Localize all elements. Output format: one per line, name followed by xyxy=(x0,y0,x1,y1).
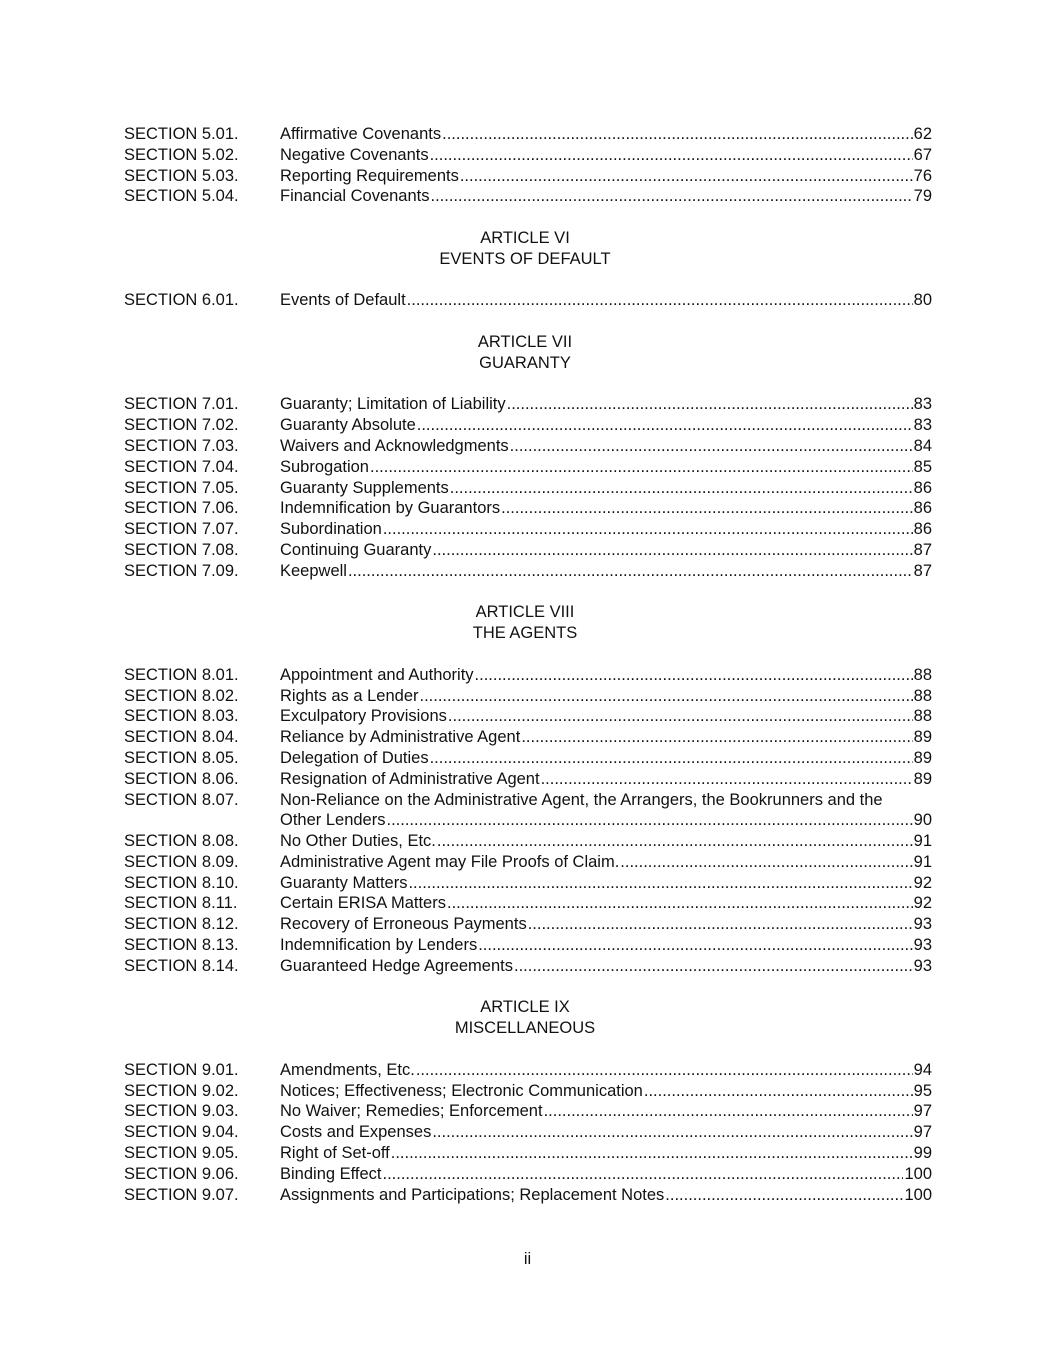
article-title: MISCELLANEOUS xyxy=(454,1019,596,1038)
section-number: SECTION 8.11. xyxy=(124,894,238,913)
section-number: SECTION 8.02. xyxy=(124,686,239,705)
dot-leader xyxy=(510,436,913,457)
toc-entry xyxy=(124,145,932,166)
entry-page-number: 87 xyxy=(913,561,932,580)
entry-title: Binding Effect xyxy=(280,1164,382,1183)
toc-entry xyxy=(124,873,932,894)
dot-leader xyxy=(432,540,912,561)
entry-link[interactable] xyxy=(280,415,932,436)
entry-page-number: 88 xyxy=(913,707,932,726)
entry-link[interactable] xyxy=(280,124,932,145)
entry-link[interactable] xyxy=(280,1101,932,1122)
article-heading xyxy=(118,332,932,374)
dot-leader xyxy=(383,519,913,540)
entry-page-number: 90 xyxy=(913,811,932,830)
toc-entry xyxy=(124,769,932,790)
toc-entry xyxy=(124,436,932,457)
entry-title: Certain ERISA Matters xyxy=(280,894,446,913)
entry-title: Events of Default xyxy=(280,291,406,310)
dot-leader xyxy=(383,1164,904,1185)
toc-entry xyxy=(124,1164,932,1185)
toc-entry xyxy=(124,1101,932,1122)
entry-title: Affirmative Covenants xyxy=(280,125,442,143)
entry-link[interactable] xyxy=(280,914,932,935)
entry-link[interactable] xyxy=(280,727,932,748)
entry-page-number: 85 xyxy=(913,457,932,476)
section-number: SECTION 7.07. xyxy=(124,520,239,539)
entry-page-number: 86 xyxy=(913,520,932,539)
toc-entry xyxy=(124,727,932,748)
dot-leader xyxy=(417,415,913,436)
toc-entry xyxy=(124,186,932,207)
toc-entry xyxy=(124,540,932,561)
section-number: SECTION 9.05. xyxy=(124,1144,239,1163)
section-number: SECTION 9.06. xyxy=(124,1164,239,1183)
entry-page-number: 89 xyxy=(913,748,932,767)
section-number: SECTION 9.03. xyxy=(124,1102,239,1121)
entry-link[interactable] xyxy=(280,166,932,187)
entry-page-number: 86 xyxy=(913,478,932,497)
toc-entry xyxy=(124,935,932,956)
section-number: SECTION 8.10. xyxy=(124,873,239,892)
entry-title: Guaranty Absolute xyxy=(280,416,416,435)
entry-title: Notices; Effectiveness; Electronic Communication xyxy=(280,1081,643,1100)
section-number: SECTION 8.14. xyxy=(124,956,239,975)
entry-title: Delegation of Duties xyxy=(280,748,429,767)
entry-link[interactable] xyxy=(280,852,932,873)
entry-title: Resignation of Administrative Agent xyxy=(280,769,540,788)
entry-title: Costs and Expenses xyxy=(280,1123,432,1142)
section-number: SECTION 8.05. xyxy=(124,748,239,767)
toc-entry xyxy=(124,748,932,769)
dot-leader xyxy=(348,561,913,582)
entry-link[interactable] xyxy=(280,810,932,831)
entry-title: Reporting Requirements xyxy=(280,166,459,185)
entry-link[interactable] xyxy=(280,1164,932,1185)
page-number: ii xyxy=(523,1250,532,1268)
dot-leader xyxy=(528,914,913,935)
entry-page-number: 62 xyxy=(913,125,932,143)
entry-title: Negative Covenants xyxy=(280,145,429,164)
entry-link[interactable] xyxy=(280,1060,932,1081)
toc-entry xyxy=(124,914,932,935)
section-number: SECTION 7.05. xyxy=(124,478,239,497)
toc-entry xyxy=(124,790,932,811)
entry-title: Subordination xyxy=(280,520,382,539)
section-number: SECTION 8.12. xyxy=(124,915,239,934)
entry-link[interactable] xyxy=(280,873,932,894)
section-number: SECTION 8.01. xyxy=(124,665,239,684)
entry-link[interactable] xyxy=(280,935,932,956)
entry-page-number: 83 xyxy=(913,416,932,435)
entry-title: No Other Duties, Etc. xyxy=(280,832,436,851)
entry-title-line: Non-Reliance on the Administrative Agent, the Arrangers, the Bookrunners and the xyxy=(280,790,883,809)
entry-page-number: 100 xyxy=(904,1164,932,1183)
article-number: ARTICLE VI xyxy=(480,228,570,247)
spacer xyxy=(124,977,932,998)
dot-leader xyxy=(431,186,913,207)
entry-page-number: 95 xyxy=(913,1081,932,1100)
toc-entry xyxy=(124,956,932,977)
entry-page-number: 83 xyxy=(913,395,932,414)
entry-page-number: 93 xyxy=(913,915,932,934)
toc-entry xyxy=(124,665,932,686)
toc-entry xyxy=(124,519,932,540)
section-number: SECTION 5.04. xyxy=(124,187,239,206)
entry-title: Indemnification by Lenders xyxy=(280,936,478,955)
dot-leader xyxy=(521,727,912,748)
entry-link[interactable] xyxy=(280,893,932,914)
toc-entry xyxy=(124,1143,932,1164)
spacer xyxy=(124,644,932,665)
entry-page-number: 88 xyxy=(913,665,932,684)
spacer xyxy=(124,270,932,291)
entry-link[interactable] xyxy=(280,436,932,457)
entry-title: Guaranty Supplements xyxy=(280,478,449,497)
section-number: SECTION 7.03. xyxy=(124,436,239,455)
dot-leader xyxy=(450,478,913,499)
dot-leader xyxy=(541,769,913,790)
entry-link[interactable] xyxy=(280,290,932,311)
toc-entry xyxy=(124,852,932,873)
entry-link[interactable] xyxy=(280,145,932,166)
spacer xyxy=(124,207,932,228)
dot-leader xyxy=(408,873,912,894)
toc-entry xyxy=(124,124,932,145)
dot-leader xyxy=(620,852,912,873)
entry-page-number: 79 xyxy=(913,187,932,206)
section-number: SECTION 7.06. xyxy=(124,499,239,518)
entry-link[interactable] xyxy=(280,1122,932,1143)
entry-title: Assignments and Participations; Replacement Notes xyxy=(280,1185,665,1204)
entry-title: Continuing Guaranty xyxy=(280,540,432,559)
toc-entry xyxy=(124,498,932,519)
entry-title: Recovery of Erroneous Payments xyxy=(280,915,527,934)
toc-entry xyxy=(124,1060,932,1081)
entry-title: Other Lenders xyxy=(280,811,386,830)
dot-leader xyxy=(514,956,913,977)
entry-page-number: 93 xyxy=(913,936,932,955)
entry-link[interactable] xyxy=(280,457,932,478)
section-number: SECTION 5.03. xyxy=(124,166,239,185)
entry-title: Exculpatory Provisions xyxy=(280,707,447,726)
toc-entry xyxy=(124,1122,932,1143)
table-of-contents xyxy=(124,124,932,1205)
section-number: SECTION 7.02. xyxy=(124,416,239,435)
section-number: SECTION 8.03. xyxy=(124,707,239,726)
entry-page-number: 86 xyxy=(913,499,932,518)
section-number: SECTION 5.01. xyxy=(124,125,239,143)
article-title: EVENTS OF DEFAULT xyxy=(439,249,611,268)
dot-leader xyxy=(447,893,913,914)
entry-link[interactable] xyxy=(280,748,932,769)
toc-entry xyxy=(124,686,932,707)
dot-leader xyxy=(430,145,913,166)
entry-page-number: 91 xyxy=(913,852,932,871)
toc-entry xyxy=(124,394,932,415)
entry-page-number: 99 xyxy=(913,1144,932,1163)
dot-leader xyxy=(391,1143,913,1164)
dot-leader xyxy=(644,1081,913,1102)
dot-leader xyxy=(544,1101,913,1122)
entry-title: Financial Covenants xyxy=(280,187,430,206)
section-number: SECTION 6.01. xyxy=(124,291,239,310)
dot-leader xyxy=(430,748,913,769)
section-number: SECTION 7.04. xyxy=(124,457,239,476)
toc-entry xyxy=(124,415,932,436)
dot-leader xyxy=(478,935,912,956)
toc-entry xyxy=(124,478,932,499)
section-number: SECTION 7.01. xyxy=(124,395,239,414)
entry-link[interactable] xyxy=(280,498,932,519)
toc-entry xyxy=(124,1081,932,1102)
entry-title: Guaranteed Hedge Agreements xyxy=(280,956,513,975)
entry-link[interactable] xyxy=(280,478,932,499)
entry-link[interactable] xyxy=(280,956,932,977)
article-heading xyxy=(118,997,932,1039)
entry-link[interactable] xyxy=(280,706,932,727)
dot-leader xyxy=(386,810,912,831)
section-number: SECTION 8.13. xyxy=(124,936,239,955)
toc-entry xyxy=(124,290,932,311)
section-number: SECTION 7.08. xyxy=(124,540,239,559)
article-heading xyxy=(118,228,932,270)
entry-page-number: 97 xyxy=(913,1123,932,1142)
entry-page-number: 89 xyxy=(913,728,932,747)
toc-entry xyxy=(124,706,932,727)
entry-title: Reliance by Administrative Agent xyxy=(280,728,521,747)
article-number: ARTICLE VIII xyxy=(475,603,575,622)
entry-page-number: 100 xyxy=(904,1185,932,1204)
article-heading xyxy=(118,602,932,644)
entry-title: Amendments, Etc. xyxy=(280,1060,415,1079)
dot-leader xyxy=(665,1185,903,1206)
entry-page-number: 67 xyxy=(913,145,932,164)
section-number: SECTION 8.06. xyxy=(124,769,239,788)
dot-leader xyxy=(416,1060,913,1081)
toc-entry-continuation xyxy=(124,810,932,831)
entry-link[interactable] xyxy=(280,1081,932,1102)
entry-page-number: 88 xyxy=(913,686,932,705)
section-number: SECTION 9.07. xyxy=(124,1185,239,1204)
dot-leader xyxy=(460,166,913,187)
entry-title: Indemnification by Guarantors xyxy=(280,499,501,518)
entry-page-number: 97 xyxy=(913,1102,932,1121)
entry-page-number: 92 xyxy=(913,873,932,892)
article-title: THE AGENTS xyxy=(472,624,578,643)
section-number: SECTION 9.04. xyxy=(124,1123,239,1142)
dot-leader xyxy=(475,665,913,686)
entry-page-number: 94 xyxy=(913,1060,932,1079)
entry-title: Guaranty Matters xyxy=(280,873,408,892)
section-number: SECTION 8.04. xyxy=(124,728,239,747)
dot-leader xyxy=(507,394,913,415)
dot-leader xyxy=(420,686,913,707)
article-number: ARTICLE VII xyxy=(477,332,573,351)
entry-link[interactable] xyxy=(280,831,932,852)
entry-link[interactable] xyxy=(280,1143,932,1164)
article-number: ARTICLE IX xyxy=(480,998,570,1017)
spacer xyxy=(124,311,932,332)
entry-page-number: 84 xyxy=(913,436,932,455)
entry-title: No Waiver; Remedies; Enforcement xyxy=(280,1102,543,1121)
spacer xyxy=(124,1039,932,1060)
entry-page-number: 92 xyxy=(913,894,932,913)
toc-entry xyxy=(124,831,932,852)
dot-leader xyxy=(442,124,913,145)
entry-page-number: 80 xyxy=(913,291,932,310)
spacer xyxy=(124,582,932,603)
dot-leader xyxy=(370,457,913,478)
toc-entry xyxy=(124,457,932,478)
entry-page-number: 87 xyxy=(913,540,932,559)
section-number: SECTION 9.02. xyxy=(124,1081,239,1100)
entry-link[interactable] xyxy=(280,665,932,686)
section-number: SECTION 7.09. xyxy=(124,561,239,580)
entry-link[interactable] xyxy=(280,1185,932,1206)
section-number: SECTION 8.07. xyxy=(124,790,239,809)
section-number: SECTION 5.02. xyxy=(124,145,239,164)
entry-link[interactable] xyxy=(280,561,932,582)
toc-entry xyxy=(124,1185,932,1206)
dot-leader xyxy=(437,831,913,852)
dot-leader xyxy=(432,1122,912,1143)
toc-entry xyxy=(124,166,932,187)
section-number: SECTION 8.09. xyxy=(124,852,239,871)
entry-link[interactable] xyxy=(280,769,932,790)
entry-title: Administrative Agent may File Proofs of Claim. xyxy=(280,852,620,871)
entry-link[interactable] xyxy=(280,686,932,707)
entry-link[interactable] xyxy=(280,394,932,415)
toc-entry xyxy=(124,893,932,914)
section-number: SECTION 9.01. xyxy=(124,1060,239,1079)
entry-page-number: 91 xyxy=(913,832,932,851)
entry-title: Rights as a Lender xyxy=(280,686,419,705)
dot-leader xyxy=(448,706,913,727)
entry-page-number: 76 xyxy=(913,166,932,185)
article-title: GUARANTY xyxy=(479,353,571,372)
entry-link[interactable] xyxy=(280,186,932,207)
entry-title: Keepwell xyxy=(280,561,347,580)
entry-page-number: 89 xyxy=(913,769,932,788)
dot-leader xyxy=(407,290,913,311)
entry-title: Waivers and Acknowledgments xyxy=(280,436,509,455)
entry-page-number: 93 xyxy=(913,956,932,975)
dot-leader xyxy=(501,498,913,519)
entry-link[interactable] xyxy=(280,519,932,540)
entry-link[interactable] xyxy=(280,540,932,561)
spacer xyxy=(124,374,932,395)
entry-title: Appointment and Authority xyxy=(280,665,474,684)
entry-title: Subrogation xyxy=(280,457,369,476)
section-number: SECTION 8.08. xyxy=(124,832,239,851)
toc-entry xyxy=(124,561,932,582)
entry-title: Right of Set-off xyxy=(280,1144,390,1163)
entry-title: Guaranty; Limitation of Liability xyxy=(280,395,506,414)
